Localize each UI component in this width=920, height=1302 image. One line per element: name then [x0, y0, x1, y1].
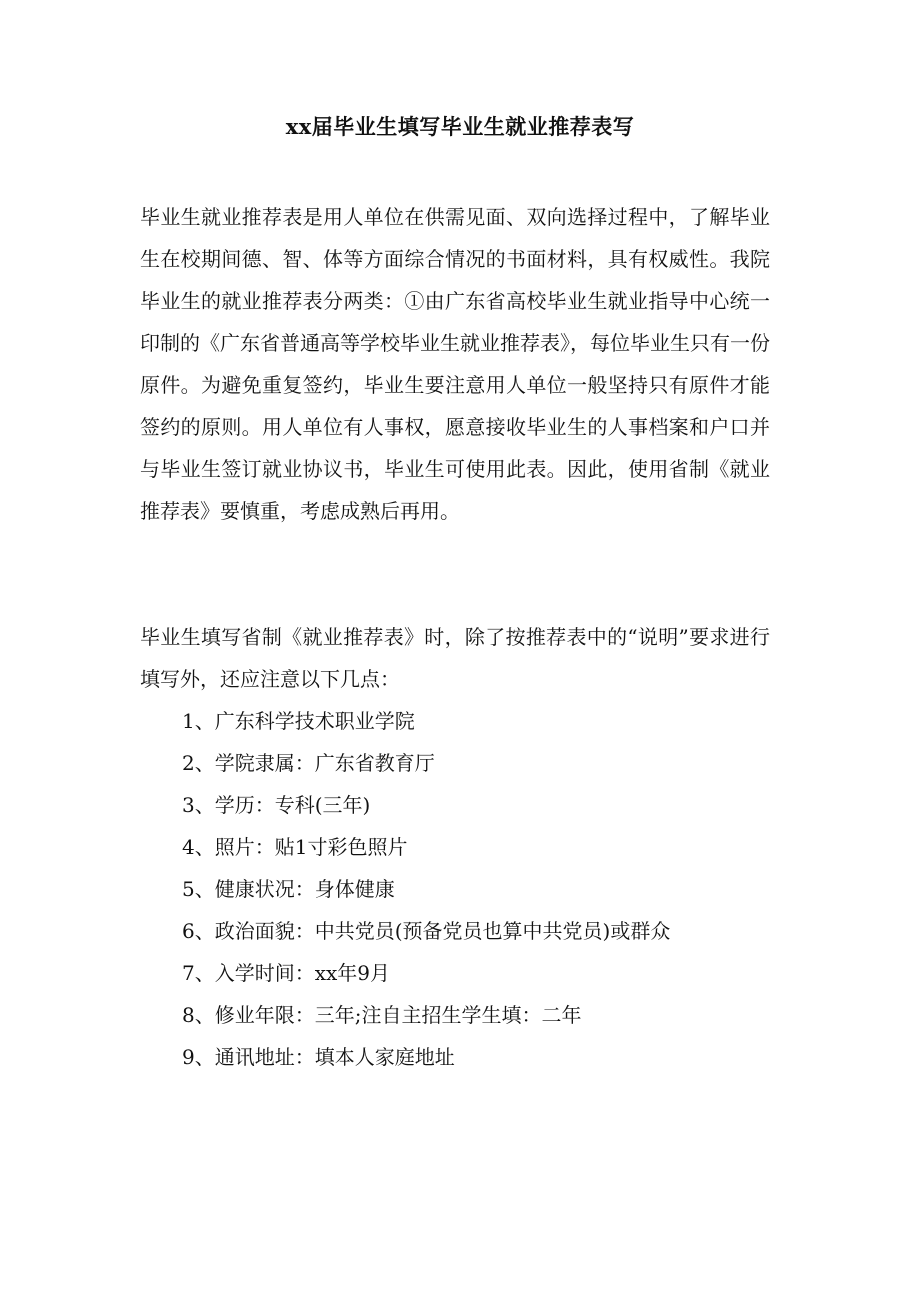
list-item: 8、修业年限：三年;注自主招生学生填：二年: [182, 1003, 582, 1027]
list-item: 4、照片：贴1寸彩色照片: [182, 835, 408, 859]
list-item: 1、广东科学技术职业学院: [182, 709, 415, 733]
notes-list: [182, 700, 782, 1078]
list-item: 7、入学时间：xx年9月: [182, 961, 391, 985]
list-item: 6、政治面貌：中共党员(预备党员也算中共党员)或群众: [182, 919, 671, 943]
intro-paragraph: 毕业生就业推荐表是用人单位在供需见面、双向选择过程中，了解毕业生在校期间德、智、体等方面综合情况的书面材料，具有权威性。我院毕业生的就业推荐表分两类：①由广东省高校毕业生就业指导中心统一印制的《广东省普通高等学校毕业生就业推荐表》，每位毕业生只有一份原件。为避免重复签约，毕业生要注意用人单位一般坚持只有原件才能签约的原则。用人单位有人事权，愿意接收毕业生的人事档案和户口并与毕业生签订就业协议书，毕业生可使用此表。因此，使用省制《就业推荐表》要慎重，考虑成熟后再用。: [140, 205, 770, 523]
list-item: 3、学历：专科(三年): [182, 793, 371, 817]
list-item: 9、通讯地址：填本人家庭地址: [182, 1045, 455, 1069]
document-title: xx届毕业生填写毕业生就业推荐表写: [285, 114, 635, 139]
list-item: 2、学院隶属：广东省教育厅: [182, 751, 435, 775]
list-item: 5、健康状况：身体健康: [182, 877, 395, 901]
instructions-paragraph: 毕业生填写省制《就业推荐表》时，除了按推荐表中的“说明”要求进行填写外，还应注意以下几点：: [140, 625, 770, 691]
